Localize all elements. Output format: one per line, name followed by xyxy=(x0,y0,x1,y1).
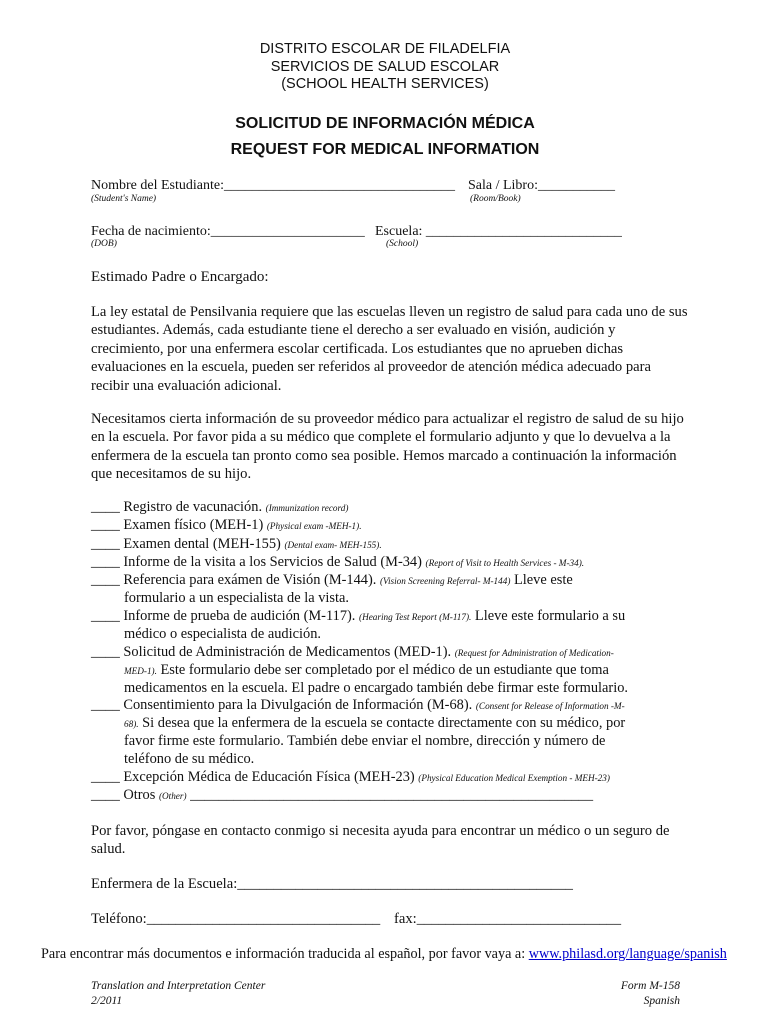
item-english: (Report of Visit to Health Services - M-34). xyxy=(425,558,585,568)
student-name-caption: (Student's Name) xyxy=(91,194,157,204)
paragraph-state-law: La ley estatal de Pensilvania requiere que las escuelas lleven un registro de salud para cada uno de sus estudiantes. Además, cada estudiante tiene el derecho a ser evaluado en visión, audición y crecimiento, por una enfermera escolar certificada. Los estudiantes que no aprueben dichas evaluaciones en la escuela, pueden ser referidos al proveedor de atención médica adecuado para recibir una evaluación adicional. xyxy=(91,304,688,394)
item-english-cont: 68). xyxy=(124,719,139,729)
spanish-docs-link[interactable]: www.philasd.org/language/spanish xyxy=(528,946,727,962)
checkbox-blank[interactable]: ____ xyxy=(91,536,120,552)
item-english-cont: MED-1). xyxy=(124,666,157,676)
room-caption: (Room/Book) xyxy=(470,194,521,204)
item-label: Examen dental (MEH-155) xyxy=(119,536,281,552)
vision-continuation: formulario a un especialista de la vista. xyxy=(124,590,349,606)
checkbox-blank[interactable]: ____ xyxy=(91,499,120,515)
dob-field[interactable]: Fecha de nacimiento:______________________ xyxy=(91,224,365,239)
dob-caption: (DOB) xyxy=(91,239,117,249)
checkbox-blank[interactable]: ____ xyxy=(91,787,120,803)
checkbox-blank[interactable]: ____ xyxy=(91,572,120,588)
page-title-spanish: SOLICITUD DE INFORMACIÓN MÉDICA xyxy=(235,115,535,132)
item-english: (Dental exam- MEH-155). xyxy=(284,540,382,550)
item-label: Registro de vacunación. xyxy=(119,499,263,515)
checklist-item-health-visit[interactable] xyxy=(91,554,584,571)
footer-form-number: Form M-158 xyxy=(620,980,680,992)
checklist-item-medication[interactable] xyxy=(91,644,614,661)
item-label: Examen físico (MEH-1) xyxy=(119,517,264,533)
checklist-item-pe-exemption[interactable] xyxy=(91,769,610,786)
checkbox-blank[interactable]: ____ xyxy=(91,644,120,660)
item-english: (Immunization record) xyxy=(265,503,349,513)
department-name: SERVICIOS DE SALUD ESCOLAR xyxy=(270,59,500,75)
school-caption: (School) xyxy=(386,239,419,249)
translation-notice xyxy=(41,946,727,963)
consent-continuation xyxy=(124,715,625,732)
checkbox-blank[interactable]: ____ xyxy=(91,608,120,624)
item-label: Informe de la visita a los Servicios de Salud (M-34) xyxy=(119,554,422,570)
greeting: Estimado Padre o Encargado: xyxy=(91,269,269,285)
other-input-line[interactable]: ________________________________________________________ xyxy=(186,787,594,803)
checklist-item-physical-exam[interactable] xyxy=(91,517,362,534)
checklist-item-other[interactable] xyxy=(91,787,593,804)
item-text-cont: Este formulario debe ser completado por el médico de un estudiante que toma xyxy=(156,662,609,678)
checkbox-blank[interactable]: ____ xyxy=(91,769,120,785)
item-english: (Hearing Test Report (M-117). xyxy=(359,612,472,622)
item-english: (Request for Administration of Medication- xyxy=(454,648,614,658)
checkbox-blank[interactable]: ____ xyxy=(91,554,120,570)
item-text-cont: Si desea que la enfermera de la escuela se contacte directamente con su médico, por xyxy=(138,715,626,731)
department-name-english: (SCHOOL HEALTH SERVICES) xyxy=(281,76,489,92)
item-label-tail: Lleve este formulario a su xyxy=(471,608,626,624)
checklist-item-vision[interactable] xyxy=(91,572,573,589)
checklist-item-consent[interactable] xyxy=(91,697,625,714)
item-english: (Physical Education Medical Exemption - MEH-23) xyxy=(418,773,610,783)
item-label-tail: Lleve este xyxy=(510,572,573,588)
checklist-item-hearing[interactable] xyxy=(91,608,625,625)
consent-continuation-2: favor firme este formulario. También debe enviar el nombre, dirección y número de xyxy=(124,733,606,749)
item-english: (Consent for Release of Information -M- xyxy=(475,701,625,711)
footer-date: 2/2011 xyxy=(91,995,123,1007)
page-title-english: REQUEST FOR MEDICAL INFORMATION xyxy=(230,141,540,158)
item-label: Informe de prueba de audición (M-117). xyxy=(119,608,356,624)
item-english: (Vision Screening Referral- M-144) xyxy=(380,576,511,586)
checkbox-blank[interactable]: ____ xyxy=(91,697,120,713)
medication-continuation-2: medicamentos en la escuela. El padre o encargado también debe firmar este formulario. xyxy=(124,680,628,696)
item-english: (Other) xyxy=(158,791,187,801)
checklist-item-immunization[interactable] xyxy=(91,499,348,516)
footer-organization: Translation and Interpretation Center xyxy=(91,980,266,992)
fax-field[interactable]: fax:____________________________ xyxy=(394,911,622,927)
item-label: Solicitud de Administración de Medicamentos (MED-1). xyxy=(119,644,452,660)
footer-language: Spanish xyxy=(643,995,680,1007)
item-label: Excepción Médica de Educación Física (MEH-23) xyxy=(119,769,415,785)
paragraph-contact: Por favor, póngase en contacto conmigo si necesita ayuda para encontrar un médico o un seguro de salud. xyxy=(91,823,670,858)
district-name: DISTRITO ESCOLAR DE FILADELFIA xyxy=(259,41,511,57)
school-nurse-field[interactable]: Enfermera de la Escuela:______________________________________________ xyxy=(91,876,573,892)
consent-continuation-3: teléfono de su médico. xyxy=(124,751,255,767)
checklist-item-dental-exam[interactable] xyxy=(91,536,382,553)
phone-field[interactable]: Teléfono:________________________________ xyxy=(91,911,381,927)
item-label: Otros xyxy=(119,787,156,803)
medication-continuation xyxy=(124,662,609,679)
school-field[interactable]: Escuela: ____________________________ xyxy=(375,224,622,239)
notice-text: Para encontrar más documentos e información traducida al español, por favor vaya a: xyxy=(41,946,526,962)
paragraph-request: Necesitamos cierta información de su proveedor médico para actualizar el registro de salud de su hijo en la escuela. Por favor pida a su médico que complete el formulario adjunto y que lo devuelva a la enfermera de la escuela tan pronto como sea posible. Hemos marcado a continuación la información que necesitamos de su hijo. xyxy=(91,411,684,483)
hearing-continuation: médico o especialista de audición. xyxy=(124,626,321,642)
item-label: Referencia para exámen de Visión (M-144). xyxy=(119,572,377,588)
checkbox-blank[interactable]: ____ xyxy=(91,517,120,533)
room-field[interactable]: Sala / Libro:___________ xyxy=(468,178,615,193)
student-name-field[interactable]: Nombre del Estudiante:_________________________________ xyxy=(91,178,455,193)
item-english: (Physical exam -MEH-1). xyxy=(266,521,362,531)
item-label: Consentimiento para la Divulgación de Información (M-68). xyxy=(119,697,473,713)
